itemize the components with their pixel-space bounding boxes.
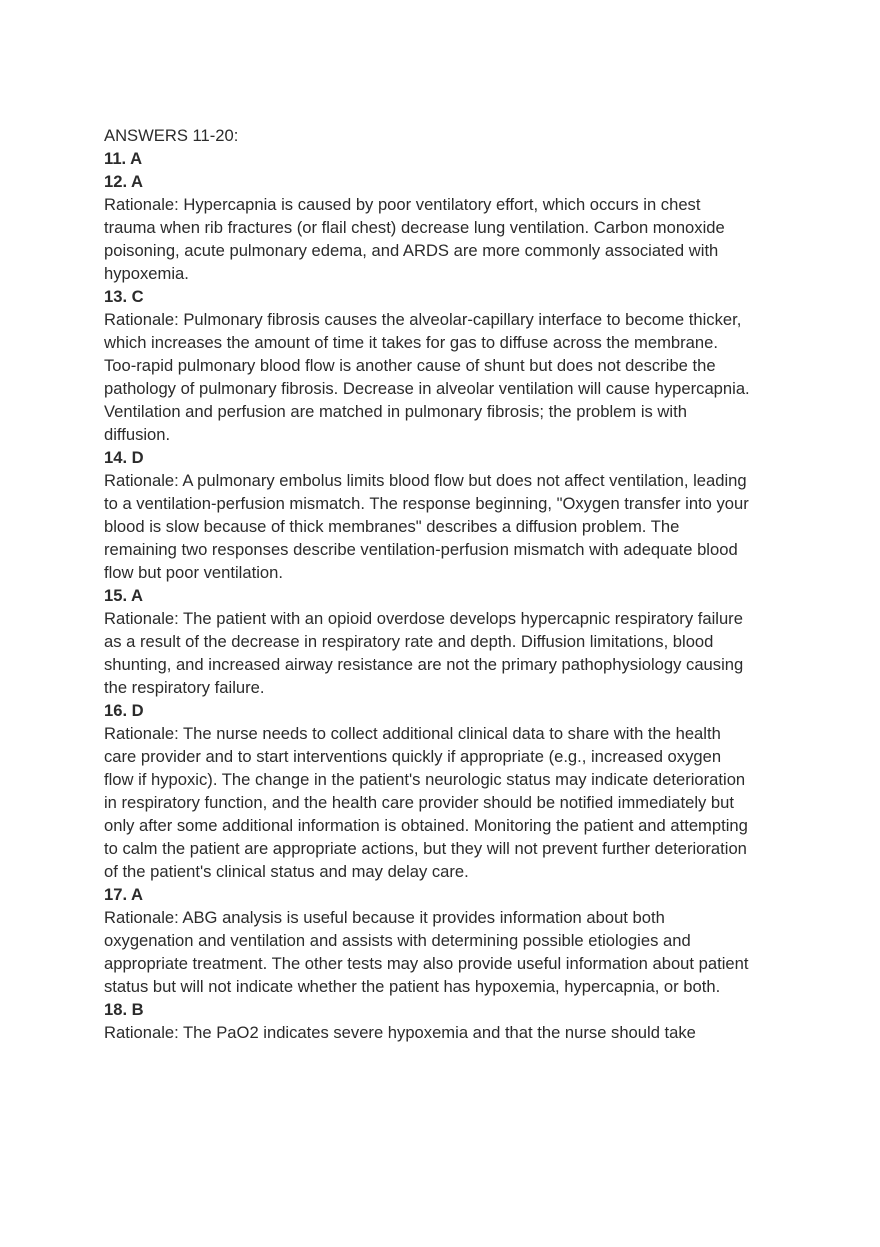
rationale-line: remaining two responses describe ventilation-perfusion mismatch with adequate blood: [104, 540, 738, 559]
rationale-line: Rationale: The PaO2 indicates severe hypoxemia and that the nurse should take: [104, 1023, 696, 1042]
answer-entry: [104, 883, 784, 998]
rationale-line: flow if hypoxic). The change in the patient's neurologic status may indicate deterioration: [104, 770, 746, 789]
answer-label: 12. A: [104, 172, 144, 191]
rationale-line: Rationale: The patient with an opioid overdose develops hypercapnic respiratory failure: [104, 609, 743, 628]
answer-label: 18. B: [104, 1000, 144, 1019]
answer-entry: [104, 699, 784, 883]
rationale-line: Ventilation and perfusion are matched in pulmonary fibrosis; the problem is with: [104, 402, 687, 421]
rationale-line: to calm the patient are appropriate actions, but they will not prevent further deterioration: [104, 839, 747, 858]
answer-label: 11. A: [104, 149, 143, 168]
rationale-line: of the patient's clinical status and may delay care.: [104, 862, 469, 881]
rationale-line: Rationale: Pulmonary fibrosis causes the alveolar-capillary interface to become thicker,: [104, 310, 742, 329]
answer-label: 16. D: [104, 701, 144, 720]
answer-label: 14. D: [104, 448, 144, 467]
rationale-line: Rationale: Hypercapnia is caused by poor ventilatory effort, which occurs in chest: [104, 195, 701, 214]
rationale-line: trauma when rib fractures (or flail chest) decrease lung ventilation. Carbon monoxide: [104, 218, 725, 237]
rationale-line: the respiratory failure.: [104, 678, 265, 697]
rationale-line: Rationale: ABG analysis is useful because it provides information about both: [104, 908, 665, 927]
answer-entry: [104, 446, 784, 584]
rationale-line: as a result of the decrease in respiratory rate and depth. Diffusion limitations, blood: [104, 632, 714, 651]
document-page: [104, 124, 784, 1044]
answer-label: 15. A: [104, 586, 144, 605]
answers-heading: ANSWERS 11-20:: [104, 126, 239, 145]
answer-list: [104, 147, 784, 1044]
answer-entry: [104, 584, 784, 699]
rationale-line: diffusion.: [104, 425, 171, 444]
rationale-line: status but will not indicate whether the patient has hypoxemia, hypercapnia, or both.: [104, 977, 721, 996]
rationale-line: which increases the amount of time it takes for gas to diffuse across the membrane.: [104, 333, 718, 352]
answer-label: 13. C: [104, 287, 144, 306]
rationale-line: Rationale: A pulmonary embolus limits blood flow but does not affect ventilation, leading: [104, 471, 747, 490]
answer-entry: [104, 170, 784, 285]
rationale-line: appropriate treatment. The other tests may also provide useful information about patient: [104, 954, 749, 973]
rationale-line: in respiratory function, and the health care provider should be notified immediately but: [104, 793, 735, 812]
answer-entry: [104, 998, 784, 1044]
rationale-line: to a ventilation-perfusion mismatch. The response beginning, "Oxygen transfer into your: [104, 494, 749, 513]
rationale-line: shunting, and increased airway resistance are not the primary pathophysiology causing: [104, 655, 744, 674]
rationale-line: blood is slow because of thick membranes" describes a diffusion problem. The: [104, 517, 680, 536]
rationale-line: flow but poor ventilation.: [104, 563, 283, 582]
answer-entry: [104, 285, 784, 446]
rationale-line: only after some additional information is obtained. Monitoring the patient and attempting: [104, 816, 748, 835]
rationale-line: Too-rapid pulmonary blood flow is another cause of shunt but does not describe the: [104, 356, 716, 375]
rationale-line: pathology of pulmonary fibrosis. Decrease in alveolar ventilation will cause hypercapnia.: [104, 379, 750, 398]
answer-label: 17. A: [104, 885, 144, 904]
answer-entry: [104, 147, 784, 170]
rationale-line: poisoning, acute pulmonary edema, and ARDS are more commonly associated with: [104, 241, 719, 260]
rationale-line: hypoxemia.: [104, 264, 189, 283]
rationale-line: oxygenation and ventilation and assists with determining possible etiologies and: [104, 931, 691, 950]
rationale-line: Rationale: The nurse needs to collect additional clinical data to share with the health: [104, 724, 721, 743]
rationale-line: care provider and to start interventions quickly if appropriate (e.g., increased oxygen: [104, 747, 722, 766]
